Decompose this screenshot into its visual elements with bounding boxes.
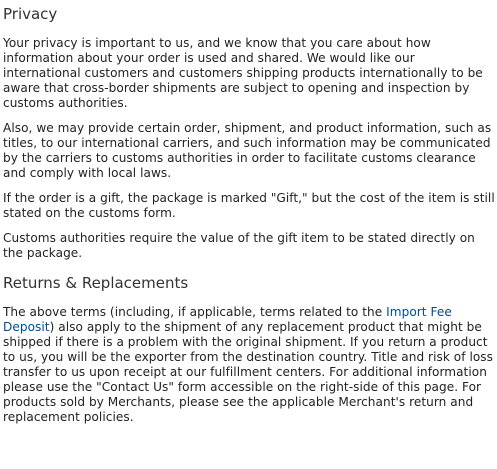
returns-text-before-link: The above terms (including, if applicable, terms related to the <box>3 305 387 319</box>
privacy-paragraph-2: Also, we may provide certain order, shipment, and product information, such as titles, to our international carriers, and such information may be communicated by the carriers to customs authorities in order to facilitate customs clearance and comply with local laws. <box>3 121 492 180</box>
privacy-section <box>3 4 495 261</box>
returns-section <box>3 273 495 425</box>
privacy-heading: Privacy <box>3 5 58 23</box>
privacy-paragraph-4: Customs authorities require the value of the gift item to be stated directly on the package. <box>3 231 475 260</box>
returns-heading: Returns & Replacements <box>3 274 189 292</box>
returns-paragraph <box>3 305 495 425</box>
privacy-paragraph-1: Your privacy is important to us, and we know that you care about how information about your order is used and shared. We would like our international customers and customers shipping products internationally to be aware that cross-border shipments are subject to opening and inspection by customs authorities. <box>3 36 483 110</box>
privacy-paragraph-3: If the order is a gift, the package is marked "Gift," but the cost of the item is still stated on the customs form. <box>3 191 495 220</box>
returns-text-after-link: ) also apply to the shipment of any replacement product that might be shipped if there is a problem with the original shipment. If you return a product to us, you will be the exporter from the destination country. Title and risk of loss transfer to us upon receipt at our fulfillment centers. For additional information please use the "Contact Us" form accessible on the right-side of this page. For products sold by Merchants, please see the applicable Merchant's return and replacement policies. <box>3 320 494 424</box>
import-fee-deposit-link[interactable]: Import Fee Deposit <box>3 305 452 334</box>
policy-page <box>3 0 495 435</box>
